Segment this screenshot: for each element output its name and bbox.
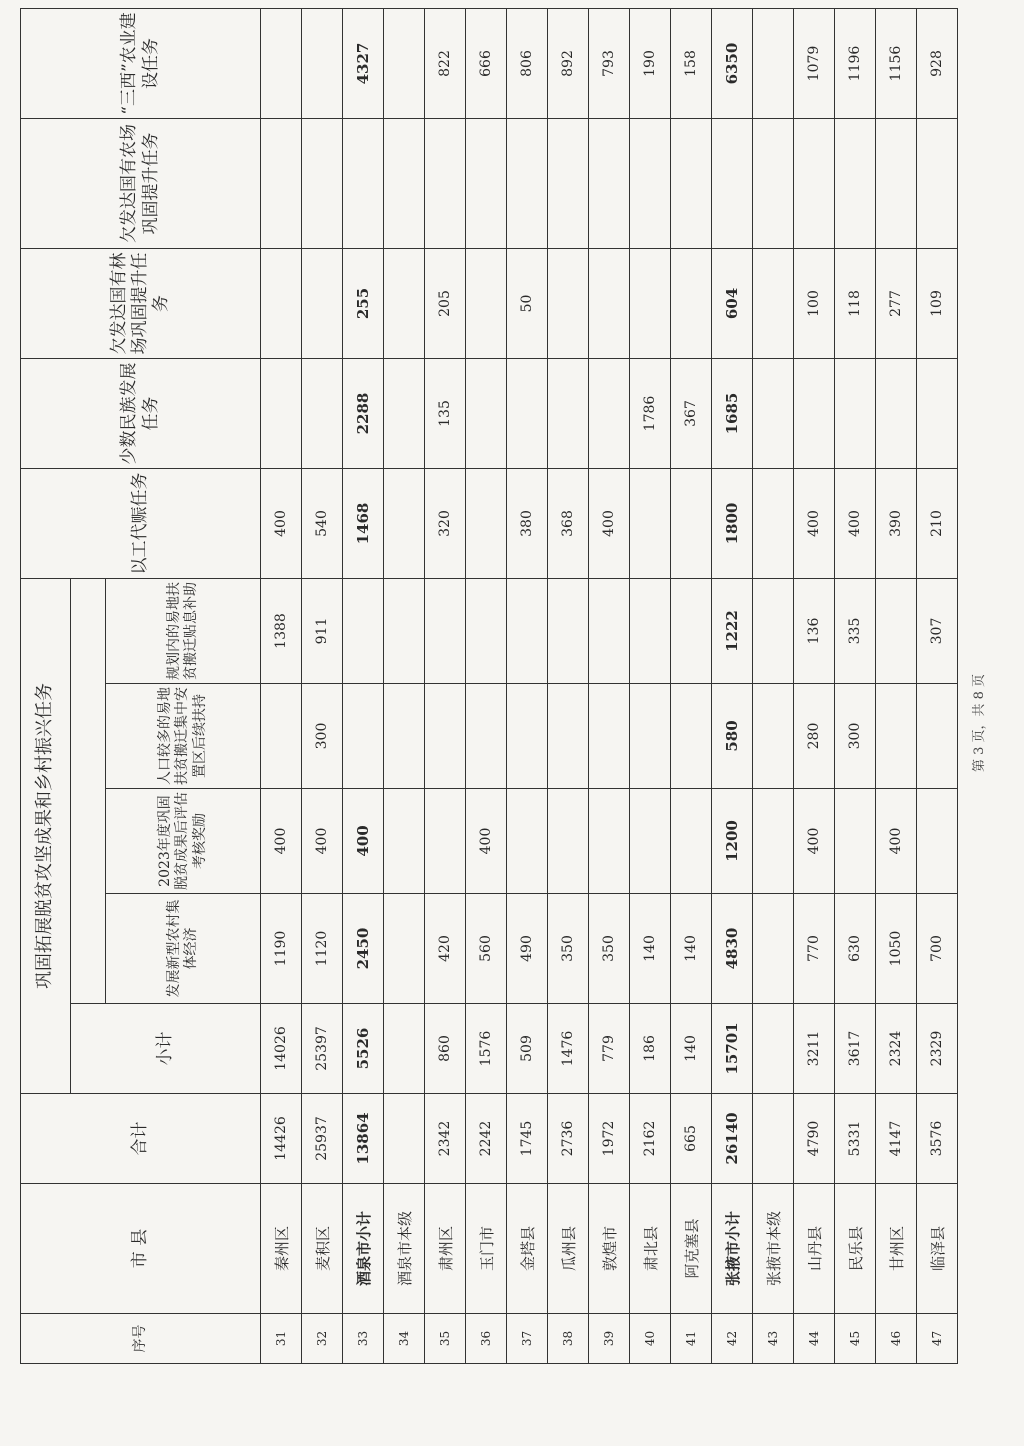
cell-work <box>466 469 507 579</box>
cell-farm <box>712 119 753 249</box>
cell-forest <box>384 249 425 359</box>
cell-c1: 350 <box>589 894 630 1004</box>
cell-minority <box>507 359 548 469</box>
cell-subtotal: 14026 <box>261 1004 302 1094</box>
cell-name: 玉门市 <box>466 1184 507 1314</box>
table-row <box>630 9 671 1364</box>
cell-farm <box>589 119 630 249</box>
cell-c2 <box>589 789 630 894</box>
cell-minority: 1786 <box>630 359 671 469</box>
header-sub1: 发展新型农村集体经济 <box>106 894 261 1004</box>
cell-sanxi: 928 <box>917 9 958 119</box>
cell-total: 2736 <box>548 1094 589 1184</box>
cell-total: 2342 <box>425 1094 466 1184</box>
cell-work: 390 <box>876 469 917 579</box>
cell-work <box>753 469 794 579</box>
cell-forest <box>466 249 507 359</box>
cell-forest <box>548 249 589 359</box>
cell-c1 <box>753 894 794 1004</box>
cell-sanxi <box>384 9 425 119</box>
table-row <box>794 9 835 1364</box>
cell-c2 <box>630 789 671 894</box>
cell-work <box>630 469 671 579</box>
cell-farm <box>302 119 343 249</box>
cell-c2: 400 <box>302 789 343 894</box>
cell-seq: 45 <box>835 1314 876 1364</box>
cell-total: 2162 <box>630 1094 671 1184</box>
table-row <box>261 9 302 1364</box>
cell-name: 酒泉市本级 <box>384 1184 425 1314</box>
cell-name: 酒泉市小计 <box>343 1184 384 1314</box>
cell-c1: 350 <box>548 894 589 1004</box>
cell-c3 <box>630 684 671 789</box>
cell-sanxi: 6350 <box>712 9 753 119</box>
table-row <box>302 9 343 1364</box>
cell-farm <box>876 119 917 249</box>
cell-subtotal: 140 <box>671 1004 712 1094</box>
cell-c2: 1200 <box>712 789 753 894</box>
cell-name: 敦煌市 <box>589 1184 630 1314</box>
cell-work: 540 <box>302 469 343 579</box>
cell-c1: 140 <box>671 894 712 1004</box>
cell-c1: 2450 <box>343 894 384 1004</box>
cell-minority <box>548 359 589 469</box>
cell-c2 <box>548 789 589 894</box>
cell-c4: 136 <box>794 579 835 684</box>
cell-minority: 1685 <box>712 359 753 469</box>
cell-forest <box>753 249 794 359</box>
cell-name: 阿克塞县 <box>671 1184 712 1314</box>
cell-sanxi: 892 <box>548 9 589 119</box>
cell-subtotal: 186 <box>630 1004 671 1094</box>
header-farm: 欠发达国有农场巩固提升任务 <box>21 119 261 249</box>
cell-subtotal: 509 <box>507 1004 548 1094</box>
cell-work: 400 <box>261 469 302 579</box>
header-forest: 欠发达国有林场巩固提升任务 <box>21 249 261 359</box>
cell-forest <box>302 249 343 359</box>
table-row <box>917 9 958 1364</box>
cell-c3 <box>425 684 466 789</box>
cell-name: 秦州区 <box>261 1184 302 1314</box>
cell-seq: 34 <box>384 1314 425 1364</box>
table-body <box>261 9 958 1364</box>
cell-sanxi: 1196 <box>835 9 876 119</box>
table-row <box>343 9 384 1364</box>
cell-sanxi: 4327 <box>343 9 384 119</box>
cell-c3 <box>753 684 794 789</box>
header-sanxi: “三西”农业建设任务 <box>21 9 261 119</box>
header-seq: 序号 <box>21 1314 261 1364</box>
cell-sanxi: 1079 <box>794 9 835 119</box>
table-row <box>835 9 876 1364</box>
cell-c1: 700 <box>917 894 958 1004</box>
cell-c2: 400 <box>876 789 917 894</box>
cell-c1: 1190 <box>261 894 302 1004</box>
cell-work: 1800 <box>712 469 753 579</box>
cell-sanxi <box>302 9 343 119</box>
cell-c2 <box>835 789 876 894</box>
header-sub3: 人口较多的易地扶贫搬迁集中安置区后续扶持 <box>106 684 261 789</box>
cell-farm <box>630 119 671 249</box>
cell-sanxi: 158 <box>671 9 712 119</box>
cell-seq: 43 <box>753 1314 794 1364</box>
cell-name: 张掖市小计 <box>712 1184 753 1314</box>
cell-sanxi: 190 <box>630 9 671 119</box>
cell-work: 400 <box>794 469 835 579</box>
cell-c3 <box>343 684 384 789</box>
cell-c3 <box>671 684 712 789</box>
cell-forest <box>630 249 671 359</box>
table-row <box>671 9 712 1364</box>
cell-forest <box>589 249 630 359</box>
cell-farm <box>384 119 425 249</box>
cell-farm <box>917 119 958 249</box>
cell-subtotal: 5526 <box>343 1004 384 1094</box>
cell-work: 210 <box>917 469 958 579</box>
cell-forest: 109 <box>917 249 958 359</box>
cell-name: 临泽县 <box>917 1184 958 1314</box>
cell-forest: 118 <box>835 249 876 359</box>
cell-name: 麦积区 <box>302 1184 343 1314</box>
table-row <box>589 9 630 1364</box>
cell-work: 400 <box>589 469 630 579</box>
header-sub2: 2023年度巩固脱贫成果后评估考核奖励 <box>106 789 261 894</box>
cell-work: 320 <box>425 469 466 579</box>
cell-c2 <box>384 789 425 894</box>
cell-c3 <box>507 684 548 789</box>
cell-c1 <box>384 894 425 1004</box>
cell-total: 1745 <box>507 1094 548 1184</box>
cell-subtotal: 1576 <box>466 1004 507 1094</box>
cell-seq: 40 <box>630 1314 671 1364</box>
cell-subtotal: 25397 <box>302 1004 343 1094</box>
cell-farm <box>794 119 835 249</box>
cell-minority: 2288 <box>343 359 384 469</box>
cell-farm <box>507 119 548 249</box>
cell-c4 <box>507 579 548 684</box>
cell-total: 665 <box>671 1094 712 1184</box>
cell-sanxi: 793 <box>589 9 630 119</box>
cell-c4 <box>425 579 466 684</box>
cell-c2: 400 <box>343 789 384 894</box>
cell-farm <box>425 119 466 249</box>
cell-work <box>384 469 425 579</box>
cell-c4 <box>876 579 917 684</box>
cell-sanxi <box>261 9 302 119</box>
cell-name: 山丹县 <box>794 1184 835 1314</box>
cell-c3 <box>384 684 425 789</box>
cell-c1: 4830 <box>712 894 753 1004</box>
cell-forest: 277 <box>876 249 917 359</box>
cell-minority <box>794 359 835 469</box>
cell-subtotal: 1476 <box>548 1004 589 1094</box>
cell-c4 <box>466 579 507 684</box>
cell-forest: 255 <box>343 249 384 359</box>
table-row <box>712 9 753 1364</box>
cell-total: 3576 <box>917 1094 958 1184</box>
cell-subtotal: 3617 <box>835 1004 876 1094</box>
cell-total: 14426 <box>261 1094 302 1184</box>
cell-c4 <box>343 579 384 684</box>
cell-c1: 770 <box>794 894 835 1004</box>
cell-c3 <box>876 684 917 789</box>
cell-c4: 1388 <box>261 579 302 684</box>
table-row <box>753 9 794 1364</box>
cell-c1: 140 <box>630 894 671 1004</box>
cell-minority <box>876 359 917 469</box>
cell-total: 13864 <box>343 1094 384 1184</box>
header-work: 以工代赈任务 <box>21 469 261 579</box>
cell-minority <box>835 359 876 469</box>
cell-sanxi: 666 <box>466 9 507 119</box>
header-county: 市 县 <box>21 1184 261 1314</box>
cell-seq: 35 <box>425 1314 466 1364</box>
cell-farm <box>466 119 507 249</box>
cell-total: 2242 <box>466 1094 507 1184</box>
cell-sanxi: 806 <box>507 9 548 119</box>
table-row <box>548 9 589 1364</box>
cell-farm <box>671 119 712 249</box>
cell-c3: 280 <box>794 684 835 789</box>
cell-farm <box>343 119 384 249</box>
cell-subtotal: 15701 <box>712 1004 753 1094</box>
table-row <box>876 9 917 1364</box>
cell-total: 1972 <box>589 1094 630 1184</box>
cell-seq: 32 <box>302 1314 343 1364</box>
cell-c1: 560 <box>466 894 507 1004</box>
cell-forest: 604 <box>712 249 753 359</box>
cell-sanxi: 1156 <box>876 9 917 119</box>
cell-c3 <box>466 684 507 789</box>
cell-c4: 335 <box>835 579 876 684</box>
cell-total: 4147 <box>876 1094 917 1184</box>
cell-total <box>384 1094 425 1184</box>
cell-subtotal: 779 <box>589 1004 630 1094</box>
cell-work: 1468 <box>343 469 384 579</box>
cell-c2 <box>671 789 712 894</box>
cell-seq: 36 <box>466 1314 507 1364</box>
cell-c1: 490 <box>507 894 548 1004</box>
cell-c1: 1120 <box>302 894 343 1004</box>
cell-seq: 42 <box>712 1314 753 1364</box>
cell-c4 <box>589 579 630 684</box>
cell-forest <box>671 249 712 359</box>
cell-farm <box>753 119 794 249</box>
cell-c2 <box>917 789 958 894</box>
cell-seq: 44 <box>794 1314 835 1364</box>
cell-c4: 911 <box>302 579 343 684</box>
header-blank <box>71 579 106 1004</box>
cell-seq: 41 <box>671 1314 712 1364</box>
cell-c3: 300 <box>302 684 343 789</box>
cell-seq: 38 <box>548 1314 589 1364</box>
cell-minority: 367 <box>671 359 712 469</box>
cell-c2: 400 <box>261 789 302 894</box>
cell-name: 肃州区 <box>425 1184 466 1314</box>
cell-seq: 46 <box>876 1314 917 1364</box>
cell-c2: 400 <box>466 789 507 894</box>
cell-minority: 135 <box>425 359 466 469</box>
cell-minority <box>753 359 794 469</box>
cell-work: 400 <box>835 469 876 579</box>
cell-farm <box>835 119 876 249</box>
cell-work: 380 <box>507 469 548 579</box>
cell-work: 368 <box>548 469 589 579</box>
cell-c4 <box>753 579 794 684</box>
table-row <box>425 9 466 1364</box>
cell-seq: 39 <box>589 1314 630 1364</box>
header-sub4: 规划内的易地扶贫搬迁贴息补助 <box>106 579 261 684</box>
cell-total: 5331 <box>835 1094 876 1184</box>
cell-c3 <box>548 684 589 789</box>
cell-sanxi <box>753 9 794 119</box>
cell-total <box>753 1094 794 1184</box>
cell-name: 瓜州县 <box>548 1184 589 1314</box>
cell-c2 <box>507 789 548 894</box>
cell-sanxi: 822 <box>425 9 466 119</box>
cell-c1: 1050 <box>876 894 917 1004</box>
cell-name: 金塔县 <box>507 1184 548 1314</box>
cell-c3 <box>261 684 302 789</box>
cell-c3 <box>589 684 630 789</box>
cell-c3: 580 <box>712 684 753 789</box>
cell-subtotal: 860 <box>425 1004 466 1094</box>
cell-minority <box>917 359 958 469</box>
cell-c2: 400 <box>794 789 835 894</box>
cell-subtotal: 2324 <box>876 1004 917 1094</box>
cell-total: 4790 <box>794 1094 835 1184</box>
cell-name: 甘州区 <box>876 1184 917 1314</box>
cell-minority <box>384 359 425 469</box>
header-group: 巩固拓展脱贫攻坚成果和乡村振兴任务 <box>21 579 71 1094</box>
cell-total: 26140 <box>712 1094 753 1184</box>
table-row <box>466 9 507 1364</box>
cell-name: 张掖市本级 <box>753 1184 794 1314</box>
cell-minority <box>261 359 302 469</box>
cell-c4 <box>630 579 671 684</box>
cell-forest: 50 <box>507 249 548 359</box>
cell-farm <box>261 119 302 249</box>
cell-c3: 300 <box>835 684 876 789</box>
cell-c4 <box>548 579 589 684</box>
cell-farm <box>548 119 589 249</box>
cell-c4: 307 <box>917 579 958 684</box>
cell-c2 <box>753 789 794 894</box>
cell-subtotal <box>384 1004 425 1094</box>
cell-minority <box>302 359 343 469</box>
header-minority: 少数民族发展任务 <box>21 359 261 469</box>
cell-minority <box>466 359 507 469</box>
cell-seq: 33 <box>343 1314 384 1364</box>
cell-c4 <box>671 579 712 684</box>
cell-seq: 37 <box>507 1314 548 1364</box>
cell-forest: 205 <box>425 249 466 359</box>
cell-total: 25937 <box>302 1094 343 1184</box>
page-footer: 第 3 页，共 8 页 <box>972 673 987 773</box>
cell-c4 <box>384 579 425 684</box>
cell-seq: 31 <box>261 1314 302 1364</box>
cell-forest: 100 <box>794 249 835 359</box>
cell-c1: 630 <box>835 894 876 1004</box>
cell-c4: 1222 <box>712 579 753 684</box>
cell-subtotal: 3211 <box>794 1004 835 1094</box>
cell-forest <box>261 249 302 359</box>
cell-name: 民乐县 <box>835 1184 876 1314</box>
cell-c3 <box>917 684 958 789</box>
cell-work <box>671 469 712 579</box>
cell-minority <box>589 359 630 469</box>
cell-c2 <box>425 789 466 894</box>
cell-name: 肃北县 <box>630 1184 671 1314</box>
table-row <box>384 9 425 1364</box>
cell-c1: 420 <box>425 894 466 1004</box>
cell-subtotal: 2329 <box>917 1004 958 1094</box>
allocation-table <box>20 8 958 1364</box>
header-subtotal: 小计 <box>71 1004 261 1094</box>
header-total: 合计 <box>21 1094 261 1184</box>
cell-subtotal <box>753 1004 794 1094</box>
table-row <box>507 9 548 1364</box>
cell-seq: 47 <box>917 1314 958 1364</box>
